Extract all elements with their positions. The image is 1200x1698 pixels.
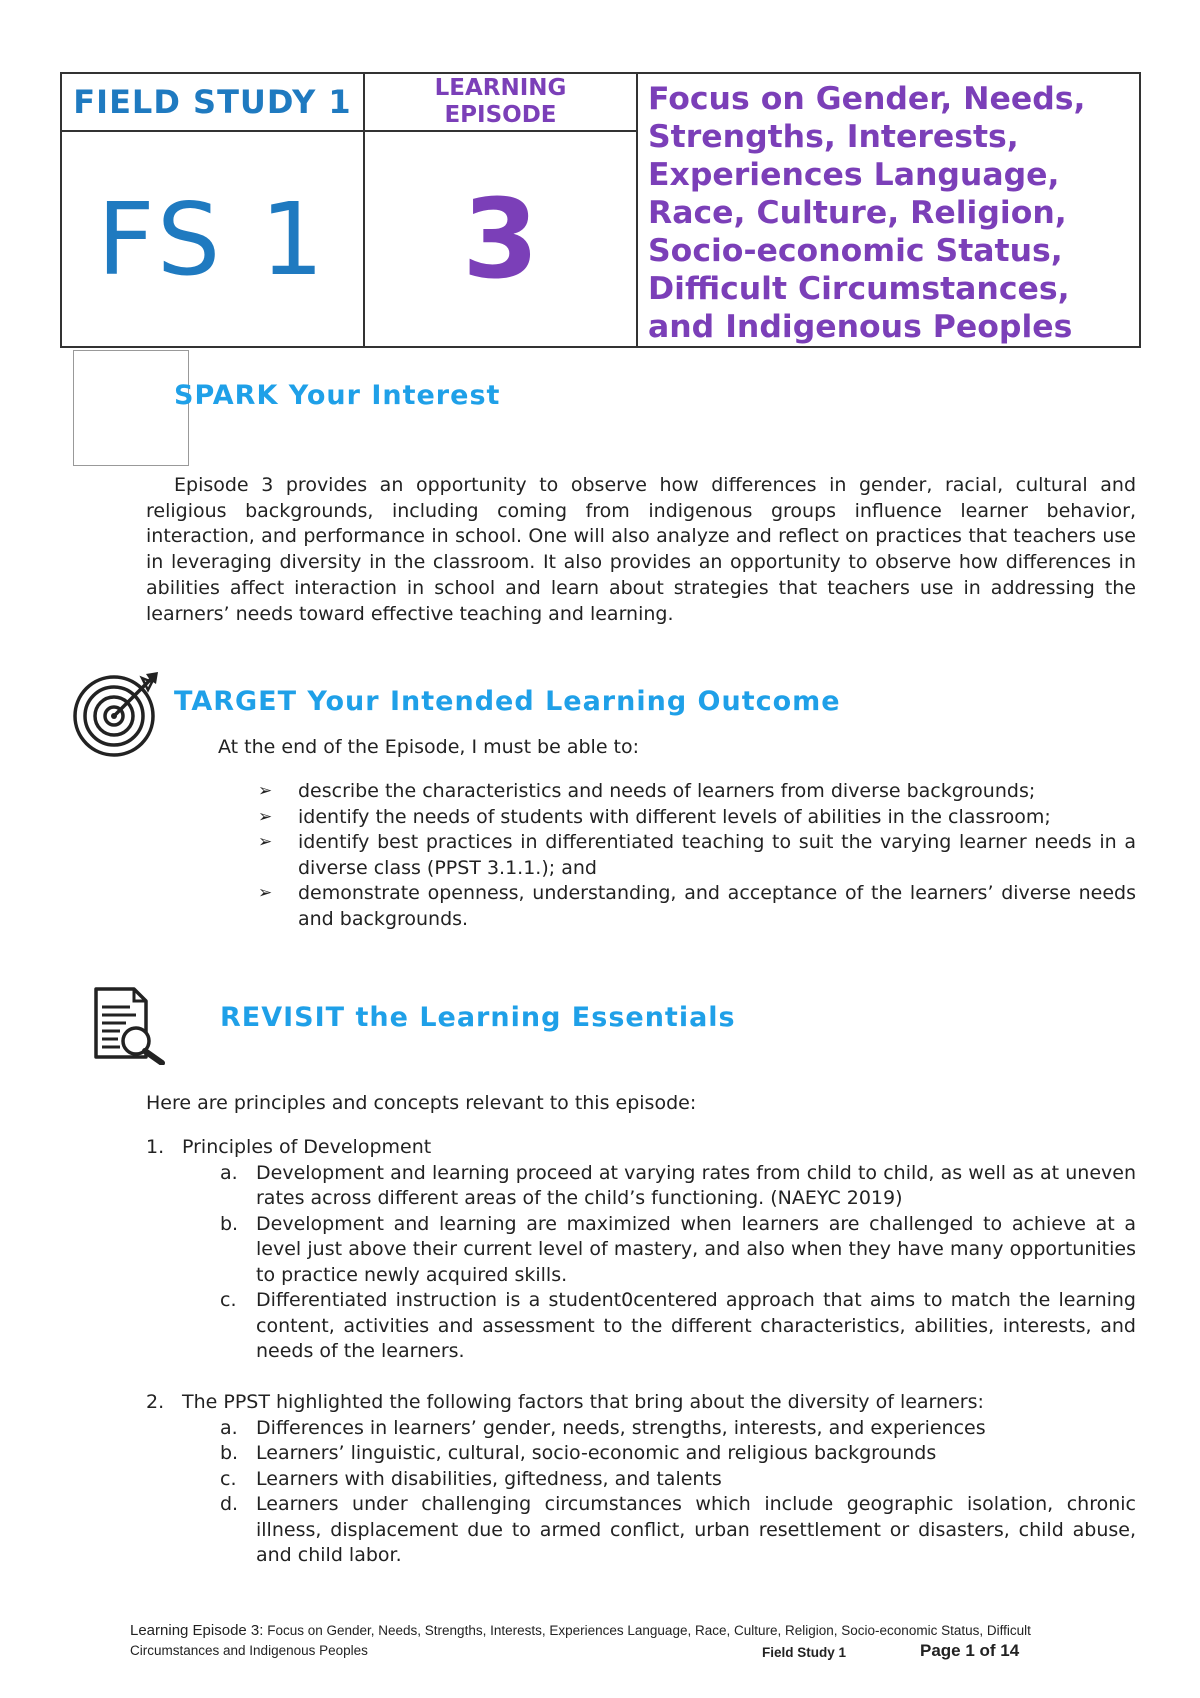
sub-item: c. Differentiated instruction is a student0centered approach that aims to match the learning content, activities and assessment to the different characteristics, abilities, interests, and needs of the learners. [220, 1289, 1136, 1362]
principles-item [146, 1135, 1136, 1365]
spark-heading: SPARK Your Interest [174, 380, 501, 411]
outcome-item: ➢ describe the characteristics and needs of learners from diverse backgrounds; [258, 779, 1136, 805]
focus-title-cell [637, 73, 1140, 347]
essentials-intro: Here are principles and concepts relevant to this episode: [146, 1092, 697, 1114]
focus-line-7: and Indigenous Peoples [648, 309, 1073, 345]
focus-title [648, 80, 1129, 346]
sub-list [146, 1161, 1136, 1365]
learning-episode-line-2: EPISODE [444, 102, 557, 128]
sub-item: b. Learners’ linguistic, cultural, socio-economic and religious backgrounds [220, 1442, 937, 1464]
focus-line-3: Experiences Language, [648, 157, 1060, 193]
field-study-title: FIELD STUDY 1 [61, 73, 364, 131]
outcome-item: ➢ identify the needs of students with different levels of abilities in the classroom; [258, 805, 1136, 831]
focus-line-2: Strengths, Interests, [648, 119, 1019, 155]
item-title: Principles of Development [182, 1136, 432, 1158]
focus-line-6: Difficult Circumstances, [648, 271, 1070, 307]
arrow-bullet-icon: ➢ [258, 781, 273, 801]
spark-paragraph: Episode 3 provides an opportunity to observe how differences in gender, racial, cultural and religious backgrounds, including coming from indigenous groups influence learner behavior, interaction, and performance in school. One will also analyze and reflect on practices that teachers use in leveraging diversity in the classroom. It also provides an opportunity to observe how differences in abilities affect interaction in school and learn about strategies that teachers use in addressing the learners’ needs toward effective teaching and learning. [146, 474, 1136, 625]
footer-focus-line-1: Focus on Gender, Needs, Strengths, Interests, Experiences Language, Race, Culture, Religion, Socio-economic Status, Difficult [267, 1623, 1031, 1638]
fs-code: FS 1 [61, 131, 364, 347]
outcome-intro: At the end of the Episode, I must be able to: [218, 736, 640, 758]
footer-field-study: Field Study 1 [762, 1645, 847, 1660]
episode-number: 3 [364, 131, 637, 347]
outcome-list [258, 779, 1136, 932]
sub-item: a. Development and learning proceed at varying rates from child to child, as well as at uneven rates across different areas of the child’s functioning. (NAEYC 2019) [220, 1161, 1136, 1209]
focus-line-1: Focus on Gender, Needs, [648, 81, 1086, 117]
footer-episode-label: Learning Episode 3: [130, 1622, 264, 1639]
target-heading: TARGET Your Intended Learning Outcome [174, 686, 841, 717]
revisit-heading: REVISIT the Learning Essentials [220, 1002, 736, 1033]
sub-item: c. Learners with disabilities, giftedness, and talents [220, 1467, 722, 1490]
arrow-bullet-icon: ➢ [258, 806, 273, 827]
target-icon [72, 668, 164, 760]
sub-item: a. Differences in learners’ gender, needs, strengths, interests, and experiences [220, 1416, 986, 1439]
page-footer [130, 1622, 1140, 1665]
footer-focus-line-2: Circumstances and Indigenous Peoples [130, 1643, 368, 1658]
item-number: 1. [146, 1136, 165, 1158]
item-title: The PPST highlighted the following factors that bring about the diversity of learners: [182, 1391, 984, 1413]
footer-line-2 [130, 1643, 1140, 1665]
focus-line-5: Socio-economic Status, [648, 233, 1063, 269]
page-number: Page 1 of 14 [920, 1641, 1020, 1660]
outcome-item: ➢ demonstrate openness, understanding, and acceptance of the learners’ diverse needs and backgrounds. [258, 882, 1136, 930]
factors-item [146, 1390, 1136, 1569]
outcome-item: ➢ identify best practices in differentiated teaching to suit the varying learner needs in a diverse class (PPST 3.1.1.); and [258, 831, 1136, 879]
arrow-bullet-icon: ➢ [258, 883, 273, 903]
item-number: 2. [146, 1391, 165, 1413]
footer-line-1 [130, 1622, 1140, 1639]
principles-list [146, 1135, 1136, 1365]
learning-episode-label [364, 73, 637, 131]
diversity-factors-list [146, 1390, 1136, 1569]
focus-line-4: Race, Culture, Religion, [648, 195, 1067, 231]
sub-item: d. Learners under challenging circumstances which include geographic isolation, chronic illness, displacement due to armed conflict, urban resettlement or disasters, child abuse, and child labor. [220, 1493, 1136, 1566]
arrow-bullet-icon: ➢ [258, 832, 273, 852]
header-table [60, 72, 1141, 348]
sub-item: b. Development and learning are maximized when learners are challenged to achieve at a level just above their current level of mastery, and also when they have many opportunities to practice newly acquired skills. [220, 1212, 1136, 1286]
sub-list [146, 1416, 1136, 1569]
document-search-icon [90, 985, 170, 1065]
learning-episode-line-1: LEARNING [434, 75, 567, 101]
spark-image-placeholder [73, 350, 189, 466]
